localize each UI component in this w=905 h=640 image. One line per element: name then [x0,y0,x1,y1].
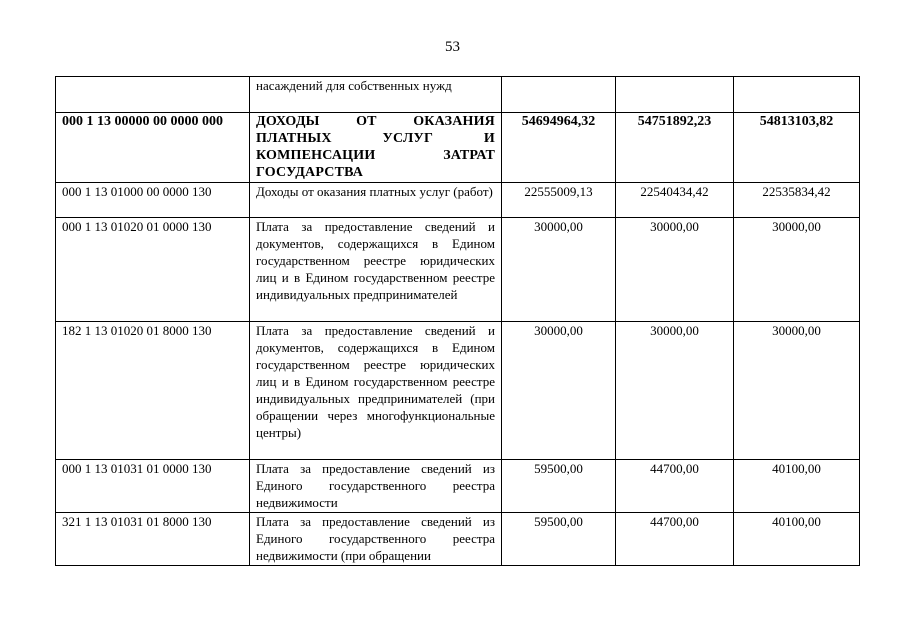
table-row [56,183,860,218]
amount-cell-year1 [502,77,616,113]
budget-code-cell: 000 1 13 01020 01 0000 130 [56,218,250,322]
amount-cell-year2: 44700,00 [616,460,734,513]
income-name-cell: Плата за предоставление сведений и документов, содержащихся в Едином государственном реестре юридических лиц и в Едином государственном реестре индивидуальных предпринимателей [250,218,502,322]
table-row [56,322,860,460]
amount-cell-year2: 30000,00 [616,322,734,460]
income-name-cell: ДОХОДЫ ОТ ОКАЗАНИЯ ПЛАТНЫХ УСЛУГ И КОМПЕНСАЦИИ ЗАТРАТ ГОСУДАРСТВА [250,113,502,183]
budget-code-cell: 000 1 13 01031 01 0000 130 [56,460,250,513]
income-name-cell: Плата за предоставление сведений из Единого государственного реестра недвижимости [250,460,502,513]
amount-cell-year1: 30000,00 [502,322,616,460]
amount-cell-year3: 54813103,82 [734,113,860,183]
amount-cell-year3: 40100,00 [734,460,860,513]
table-row [56,218,860,322]
amount-cell-year3: 40100,00 [734,513,860,566]
table-row [56,77,860,113]
budget-code-cell: 000 1 13 00000 00 0000 000 [56,113,250,183]
table-row [56,460,860,513]
amount-cell-year2 [616,77,734,113]
budget-code-cell: 182 1 13 01020 01 8000 130 [56,322,250,460]
amount-cell-year1: 59500,00 [502,460,616,513]
amount-cell-year3 [734,77,860,113]
amount-cell-year3: 30000,00 [734,322,860,460]
page-number: 53 [445,39,460,55]
amount-cell-year1: 30000,00 [502,218,616,322]
amount-cell-year2: 30000,00 [616,218,734,322]
income-name-cell: Плата за предоставление сведений из Единого государственного реестра недвижимости (при обращении [250,513,502,566]
table-row [56,513,860,566]
budget-code-cell [56,77,250,113]
amount-cell-year2: 54751892,23 [616,113,734,183]
budget-code-cell: 321 1 13 01031 01 8000 130 [56,513,250,566]
income-name-cell: Плата за предоставление сведений и документов, содержащихся в Едином государственном реестре юридических лиц и в Едином государственном реестре индивидуальных предпринимателей (при обращении через многофункциональные центры) [250,322,502,460]
revenue-table [55,76,860,566]
amount-cell-year3: 30000,00 [734,218,860,322]
income-name-cell: Доходы от оказания платных услуг (работ) [250,183,502,218]
budget-code-cell: 000 1 13 01000 00 0000 130 [56,183,250,218]
amount-cell-year2: 22540434,42 [616,183,734,218]
income-name-cell: насаждений для собственных нужд [250,77,502,113]
amount-cell-year1: 22555009,13 [502,183,616,218]
table-row [56,113,860,183]
amount-cell-year3: 22535834,42 [734,183,860,218]
amount-cell-year1: 59500,00 [502,513,616,566]
amount-cell-year1: 54694964,32 [502,113,616,183]
amount-cell-year2: 44700,00 [616,513,734,566]
